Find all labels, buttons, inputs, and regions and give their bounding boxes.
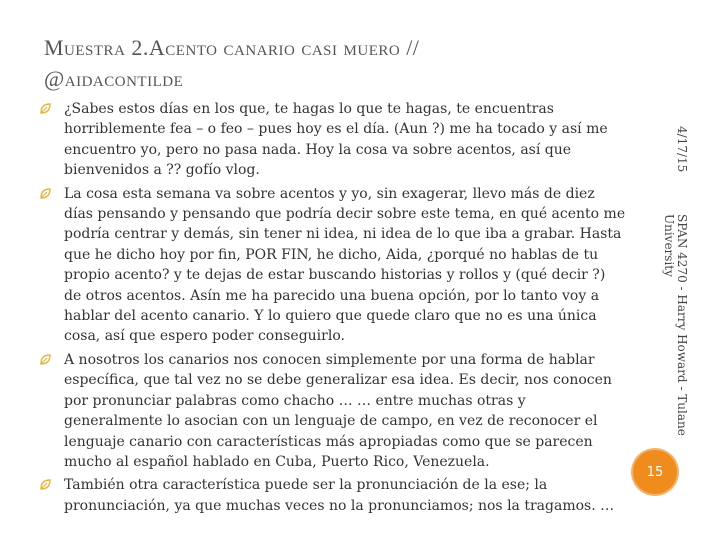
bullet-text-1: ¿Sabes estos días en los que, te hagas lo que te hagas, te encuentras horriblemente fea – o feo – pues hoy es el día. (Aun ?) me ha tocado y así me encuentro yo, pero no pasa nada. Hoy la cosa va sobre acentos, así que bienvenidos a ?? gofío vlog. <box>64 101 608 179</box>
bullet-item-1 <box>40 99 626 181</box>
bullet-list <box>40 99 626 519</box>
leaf-bullet-icon <box>40 354 51 365</box>
page-number-badge: 15 <box>633 450 677 494</box>
bullet-text-3: A nosotros los canarios nos conocen simplemente por una forma de hablar específica, que tal vez no se debe generalizar esa idea. Es decir, nos conocen por pronunciar palabras como chacho … … entre muchas otras y generalmente lo asocian con un lenguaje de campo, en vez de reconocer el lenguaje canario con características más apropiadas como que se parecen mucho al español hablado en Cuba, Puerto Rico, Venezuela. <box>64 351 612 470</box>
side-course-line-1: SPAN 4270 - Harry Howard - Tulane <box>675 214 689 436</box>
side-course-info <box>662 214 688 436</box>
leaf-bullet-icon <box>40 188 51 199</box>
slide-title <box>44 32 604 94</box>
side-course-line-2: University <box>662 214 676 277</box>
bullet-text-2: La cosa esta semana va sobre acentos y yo, sin exagerar, llevo más de diez días pensando y pensando que podría decir sobre este tema, en qué acento me podría centrar y demás, sin tener ni idea, ni idea de lo que iba a grabar. Hasta que he dicho hoy por fin, POR FIN, he dicho, Aida, ¿porqué no hablas de tu propio acento? y te dejas de estar buscando historias y rollos y (qué decir ?) de otros acentos. Asín me ha parecido una buena opción, por lo tanto voy a hablar del acento canario. Y lo quiero que quede claro que no es una única cosa, así que espero poder conseguirlo. <box>64 185 626 345</box>
bullet-item-2 <box>40 184 626 347</box>
bullet-item-3 <box>40 350 626 472</box>
leaf-bullet-icon <box>40 103 51 114</box>
slide-title-line-2: @aidacontilde <box>44 66 184 91</box>
slide-title-line-1: Muestra 2.Acento canario casi muero // <box>44 35 420 60</box>
bullet-text-4: También otra característica puede ser la pronunciación de la ese; la pronunciación, ya que muchas veces no la pronunciamos; nos la tragamos. … <box>64 477 615 514</box>
leaf-bullet-icon <box>40 479 51 490</box>
side-date: 4/17/15 <box>675 126 689 173</box>
bullet-item-4 <box>40 475 626 516</box>
